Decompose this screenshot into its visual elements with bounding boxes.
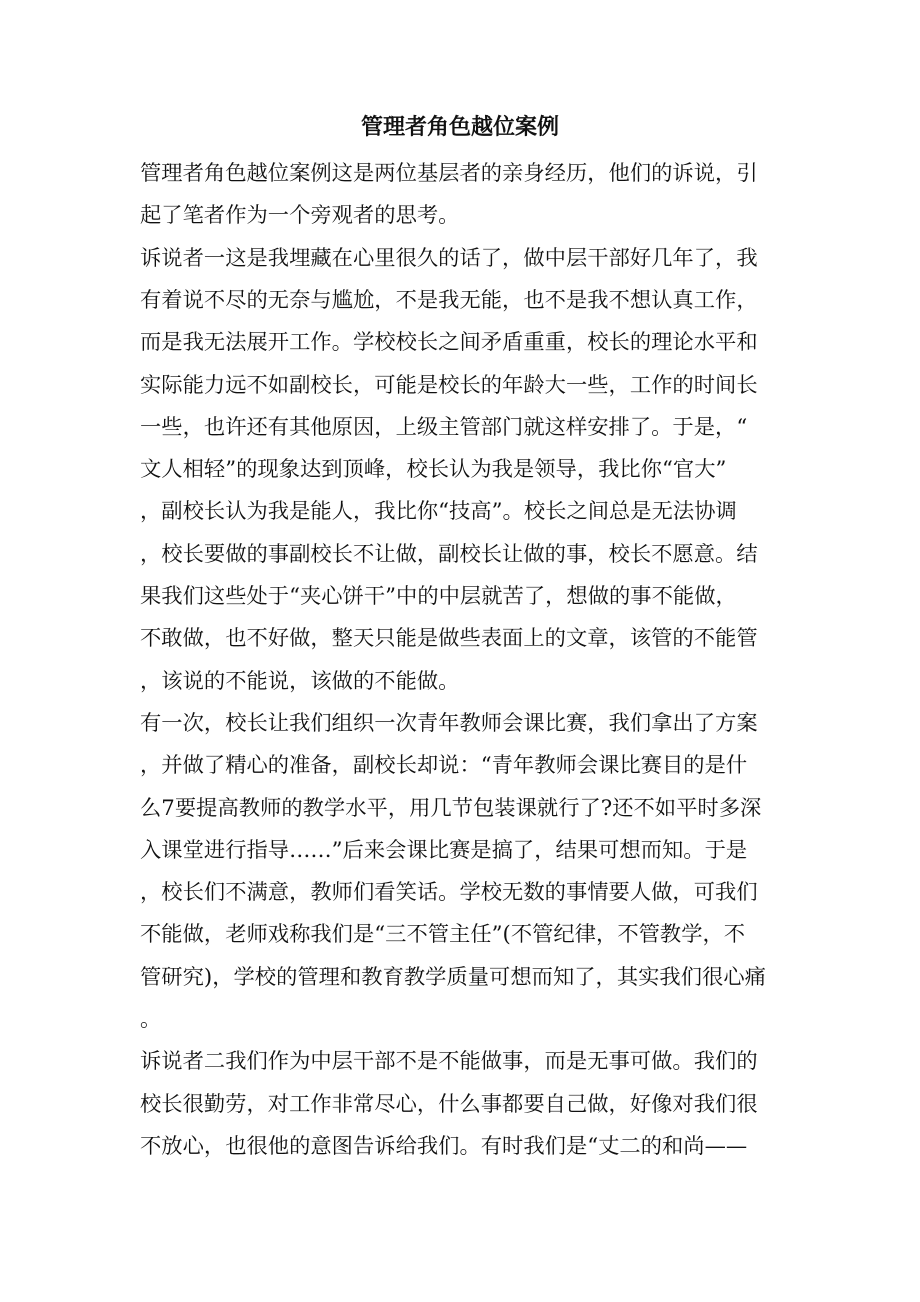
paragraph-2-line: ，副校长认为我是能人，我比你“技高”。校长之间总是无法协调 <box>140 499 737 525</box>
paragraph-4-line: 校长很勤劳，对工作非常尽心，什么事都要自己做，好像对我们很 <box>140 1091 758 1117</box>
paragraph-2-line: 实际能力远不如副校长，可能是校长的年龄大一些，工作的时间长 <box>140 372 758 398</box>
paragraph-3-line: 入课堂进行指导……”后来会课比赛是搞了，结果可想而知。于是 <box>140 837 748 863</box>
paragraph-4-line: 不放心，也很他的意图告诉给我们。有时我们是“丈二的和尚—— <box>140 1133 748 1159</box>
paragraph-2-line: 诉说者一这是我埋藏在心里很久的话了，做中层干部好几年了，我 <box>140 245 758 271</box>
paragraph-3-line: ，校长们不满意，教师们看笑话。学校无数的事情要人做，可我们 <box>140 880 758 906</box>
paragraph-2-line: 一些，也许还有其他原因，上级主管部门就这样安排了。于是，“ <box>140 414 748 440</box>
paragraph-3-line: 。 <box>140 1007 162 1032</box>
paragraph-2-line: 文人相轻”的现象达到顶峰，校长认为我是领导，我比你“官大” <box>140 457 727 483</box>
paragraph-2-line: 而是我无法展开工作。学校校长之间矛盾重重，校长的理论水平和 <box>140 330 758 356</box>
paragraph-3-line: 管研究)，学校的管理和教育教学质量可想而知了，其实我们很心痛 <box>140 964 766 990</box>
paragraph-2-line: 果我们这些处于“夹心饼干”中的中层就苦了，想做的事不能做， <box>140 584 737 609</box>
paragraph-4-line: 诉说者二我们作为中层干部不是不能做事，而是无事可做。我们的 <box>140 1049 758 1075</box>
paragraph-3-line: 不能做，老师戏称我们是“三不管主任”(不管纪律，不管教学，不 <box>140 922 746 948</box>
paragraph-1-line: 管理者角色越位案例这是两位基层者的亲身经历，他们的诉说，引 <box>140 161 758 186</box>
document-title: 管理者角色越位案例 <box>360 114 559 140</box>
paragraph-2-line: ，校长要做的事副校长不让做，副校长让做的事，校长不愿意。结 <box>140 541 758 567</box>
paragraph-3-line: 有一次，校长让我们组织一次青年教师会课比赛，我们拿出了方案 <box>140 710 758 736</box>
paragraph-3-line: ，并做了精心的准备，副校长却说：“青年教师会课比赛目的是什 <box>140 753 748 779</box>
paragraph-3-line: 么7要提高教师的教学水平，用几节包装课就行了?还不如平时多深 <box>140 795 762 821</box>
paragraph-2-line: ，该说的不能说，该做的不能做。 <box>140 668 460 694</box>
paragraph-2-line: 不敢做，也不好做，整天只能是做些表面上的文章，该管的不能管 <box>140 626 758 652</box>
paragraph-2-line: 有着说不尽的无奈与尴尬，不是我无能，也不是我不想认真工作， <box>140 287 758 313</box>
paragraph-1-line: 起了笔者作为一个旁观者的思考。 <box>140 203 460 229</box>
